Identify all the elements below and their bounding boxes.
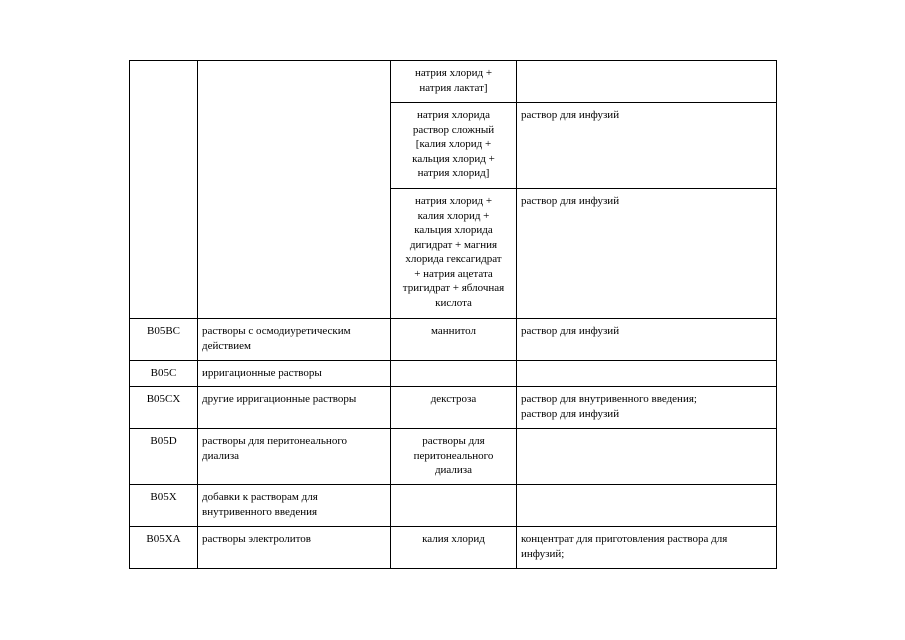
group-name-cell: растворы для перитонеального диализа (198, 429, 391, 485)
atc-code-cell: B05C (130, 361, 198, 387)
table-row (130, 61, 777, 103)
table-row (130, 361, 777, 387)
dosage-form-cell: раствор для внутривенного введения; раствор для инфузий (517, 387, 777, 429)
substance-cell: натрия хлорида раствор сложный [калия хлорид + кальция хлорид + натрия хлорид] (391, 103, 517, 189)
drug-table (129, 60, 777, 569)
substance-cell: калия хлорид (391, 527, 517, 569)
substance-cell (391, 485, 517, 527)
group-name-cell: добавки к растворам для внутривенного введения (198, 485, 391, 527)
dosage-form-cell: раствор для инфузий (517, 103, 777, 189)
group-name-cell: растворы с осмодиуретическим действием (198, 319, 391, 361)
group-name-cell: ирригационные растворы (198, 361, 391, 387)
group-name-cell: другие ирригационные растворы (198, 387, 391, 429)
table-row (130, 319, 777, 361)
atc-code-cell (130, 61, 198, 319)
table-row (130, 485, 777, 527)
dosage-form-cell (517, 361, 777, 387)
dosage-form-cell (517, 61, 777, 103)
atc-code-cell: B05BC (130, 319, 198, 361)
atc-code-cell: B05CX (130, 387, 198, 429)
group-name-cell (198, 61, 391, 319)
dosage-form-cell: концентрат для приготовления раствора для инфузий; (517, 527, 777, 569)
substance-cell (391, 361, 517, 387)
table-row (130, 429, 777, 485)
atc-code-cell: B05X (130, 485, 198, 527)
dosage-form-cell (517, 429, 777, 485)
group-name-cell: растворы электролитов (198, 527, 391, 569)
dosage-form-cell: раствор для инфузий (517, 319, 777, 361)
substance-cell: маннитол (391, 319, 517, 361)
dosage-form-cell: раствор для инфузий (517, 189, 777, 319)
substance-cell: натрия хлорид + натрия лактат] (391, 61, 517, 103)
substance-cell: растворы для перитонеального диализа (391, 429, 517, 485)
table-row (130, 527, 777, 569)
atc-code-cell: B05XA (130, 527, 198, 569)
substance-cell: декстроза (391, 387, 517, 429)
table-row (130, 387, 777, 429)
atc-code-cell: B05D (130, 429, 198, 485)
dosage-form-cell (517, 485, 777, 527)
substance-cell: натрия хлорид + калия хлорид + кальция хлорида дигидрат + магния хлорида гексагидрат + натрия ацетата тригидрат + яблочная кислота (391, 189, 517, 319)
